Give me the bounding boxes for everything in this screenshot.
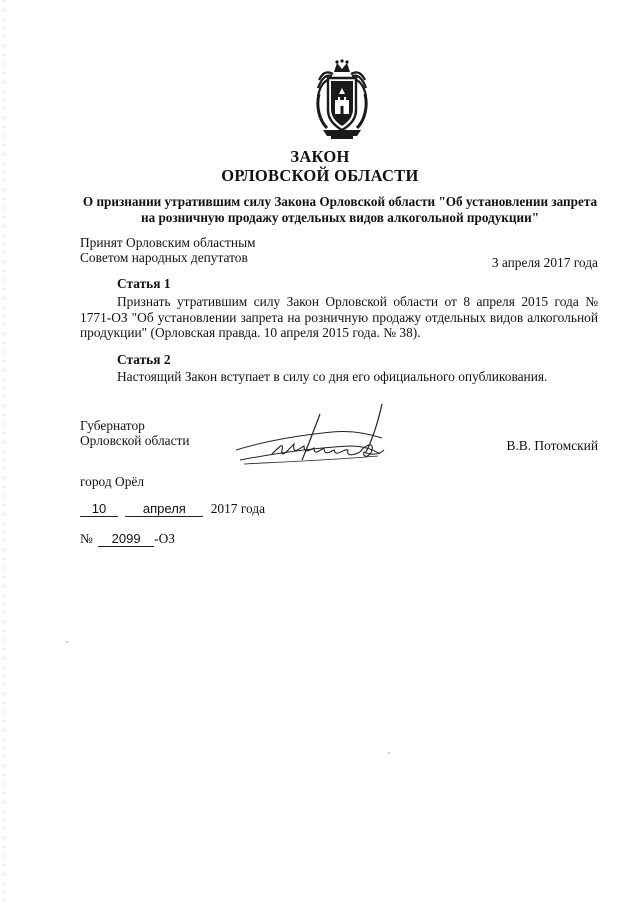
signatory-name: В.В. Потомский <box>506 438 598 453</box>
signing-month: апреля <box>125 501 203 517</box>
law-number-value: 2099 <box>98 531 154 547</box>
region-title: ОРЛОВСКОЙ ОБЛАСТИ <box>221 166 419 185</box>
law-subject <box>70 194 610 226</box>
article-2-heading: Статья 2 <box>117 352 171 367</box>
law-subject-line-2: на розничную продажу отдельных видов алкогольной продукции" <box>140 210 540 225</box>
signing-year: 2017 года <box>210 501 266 516</box>
adoption-line-1: Принят Орловским областным <box>80 235 256 250</box>
article-1-heading: Статья 1 <box>117 276 171 291</box>
signing-day: 10 <box>80 501 118 517</box>
scan-speck <box>388 752 390 754</box>
adoption-date: 3 апреля 2017 года <box>491 255 598 270</box>
law-number <box>80 531 175 547</box>
signatory-position-line-2: Орловской области <box>80 433 190 448</box>
governor-signature <box>232 402 392 474</box>
place-of-signing: город Орёл <box>80 474 145 489</box>
signing-date <box>80 501 265 517</box>
adoption-line-2: Советом народных депутатов <box>80 250 248 265</box>
law-number-suffix: -ОЗ <box>154 531 175 546</box>
article-2-text: Настоящий Закон вступает в силу со дня его официального опубликования. <box>117 369 548 384</box>
signatory-position-line-1: Губернатор <box>80 418 145 433</box>
law-number-prefix: № <box>80 531 93 546</box>
scan-speck <box>66 641 68 643</box>
article-1-text: Признать утратившим силу Закон Орловской области от 8 апреля 2015 года № 1771-ОЗ "Об установлении запрета на розничную продажу отдельных видов алкогольной продукции" (Орловская правда. 10 апреля 2015 года. № 38). <box>80 294 598 340</box>
scan-edge <box>4 0 5 905</box>
law-subject-line-1: О признании утратившим силу Закона Орловской области "Об установлении запрета <box>82 194 598 209</box>
coat-of-arms-icon <box>313 58 371 140</box>
document-type-title: ЗАКОН <box>290 147 350 166</box>
